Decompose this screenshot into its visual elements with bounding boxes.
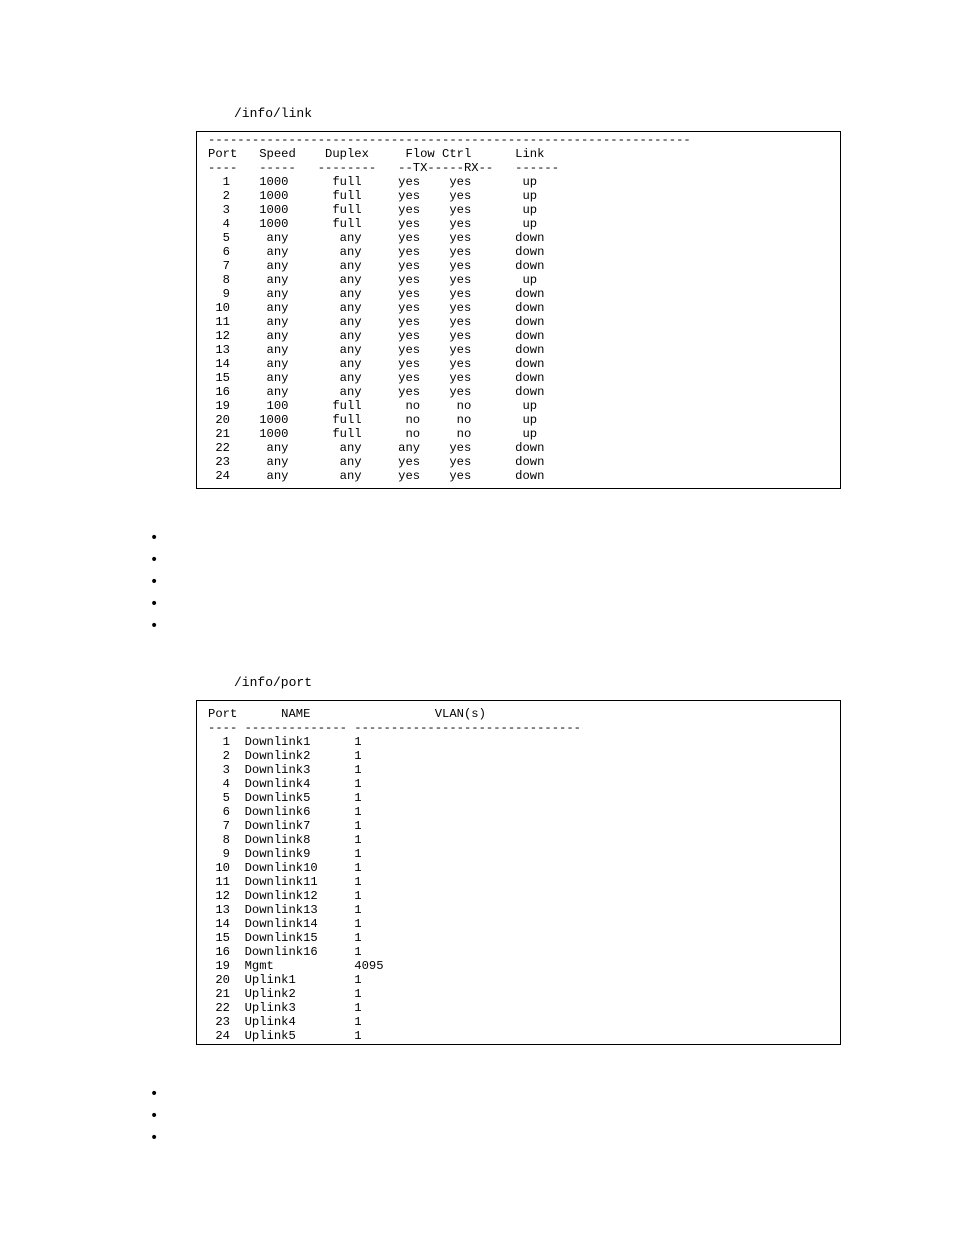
output-line: 21 Uplink2 1 [208, 987, 362, 1001]
output-line: 20 Uplink1 1 [208, 973, 362, 987]
output-line: 4 1000 full yes yes up [208, 217, 538, 231]
output-line: 7 Downlink7 1 [208, 819, 362, 833]
output-line: 23 any any yes yes down [208, 455, 545, 469]
output-line: 12 Downlink12 1 [208, 889, 362, 903]
bullet-item: • [150, 552, 159, 568]
link-output-box [196, 131, 841, 489]
output-line: 8 Downlink8 1 [208, 833, 362, 847]
output-line: 22 Uplink3 1 [208, 1001, 362, 1015]
output-line: 10 any any yes yes down [208, 301, 545, 315]
output-line: 14 any any yes yes down [208, 357, 545, 371]
output-line: 20 1000 full no no up [208, 413, 538, 427]
output-line: 16 Downlink16 1 [208, 945, 362, 959]
output-line: 14 Downlink14 1 [208, 917, 362, 931]
output-line: 6 Downlink6 1 [208, 805, 362, 819]
port-caption: /info/port [234, 675, 313, 690]
bullet-item: • [150, 618, 159, 634]
output-line: Port Speed Duplex Flow Ctrl Link [208, 147, 545, 161]
output-line: 1 Downlink1 1 [208, 735, 362, 749]
output-line: 11 Downlink11 1 [208, 875, 362, 889]
output-line: 23 Uplink4 1 [208, 1015, 362, 1029]
bullet-item: • [150, 596, 159, 612]
output-line: 9 any any yes yes down [208, 287, 545, 301]
output-line: ------------------------------------------------------------------ [208, 133, 691, 147]
link-caption: /info/link [234, 106, 313, 121]
output-line: 13 any any yes yes down [208, 343, 545, 357]
port-output-text [208, 707, 581, 1043]
output-line: ---- ----- -------- --TX-----RX-- ------ [208, 161, 560, 175]
output-line: 16 any any yes yes down [208, 385, 545, 399]
output-line: 5 any any yes yes down [208, 231, 545, 245]
output-line: 3 1000 full yes yes up [208, 203, 538, 217]
output-line: 13 Downlink13 1 [208, 903, 362, 917]
output-line: 5 Downlink5 1 [208, 791, 362, 805]
output-line: 12 any any yes yes down [208, 329, 545, 343]
output-line: 8 any any yes yes up [208, 273, 538, 287]
output-line: 22 any any any yes down [208, 441, 545, 455]
bullet-item: • [150, 1130, 159, 1146]
output-line: 2 1000 full yes yes up [208, 189, 538, 203]
output-line: 15 any any yes yes down [208, 371, 545, 385]
output-line: 15 Downlink15 1 [208, 931, 362, 945]
link-output-text [208, 133, 691, 483]
output-line: 10 Downlink10 1 [208, 861, 362, 875]
output-line: 21 1000 full no no up [208, 427, 538, 441]
output-line: 1 1000 full yes yes up [208, 175, 538, 189]
port-output-box [196, 700, 841, 1045]
output-line: 6 any any yes yes down [208, 245, 545, 259]
bullet-item: • [150, 530, 159, 546]
output-line: 2 Downlink2 1 [208, 749, 362, 763]
bullet-item: • [150, 1108, 159, 1124]
output-line: ---- -------------- ------------------------------- [208, 721, 581, 735]
output-line: 24 Uplink5 1 [208, 1029, 362, 1043]
output-line: 11 any any yes yes down [208, 315, 545, 329]
output-line: 4 Downlink4 1 [208, 777, 362, 791]
output-line: Port NAME VLAN(s) [208, 707, 486, 721]
output-line: 7 any any yes yes down [208, 259, 545, 273]
output-line: 19 100 full no no up [208, 399, 538, 413]
bullet-item: • [150, 1086, 159, 1102]
output-line: 19 Mgmt 4095 [208, 959, 384, 973]
output-line: 24 any any yes yes down [208, 469, 545, 483]
bullet-item: • [150, 574, 159, 590]
output-line: 9 Downlink9 1 [208, 847, 362, 861]
output-line: 3 Downlink3 1 [208, 763, 362, 777]
